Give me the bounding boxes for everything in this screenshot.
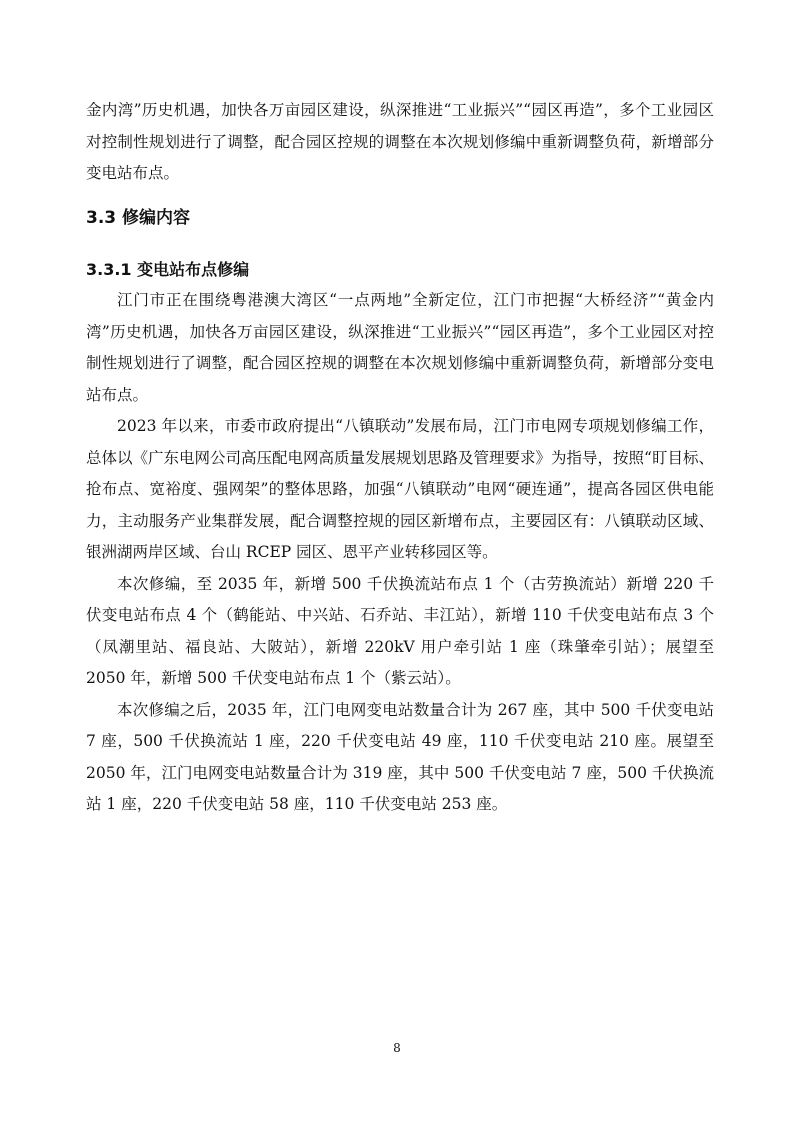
body-paragraph-2: 2023 年以来，市委市政府提出“八镇联动”发展布局，江门市电网专项规划修编工作，总体以《广东电网公司高压配电网高质量发展规划思路及管理要求》为指导，按照“盯目标、抢布点、宽裕度、强网架”的整体思路，加强“八镇联动”电网“硬连通”，提高各园区供电能力，主动服务产业集群发展，配合调整控规的园区新增布点，主要园区有：八镇联动区域、银洲湖两岸区域、台山 RCEP 园区、恩平产业转移园区等。 [86,417,714,561]
section-heading: 3.3 修编内容 [86,208,191,228]
page-number: 8 [393,1041,401,1055]
intro-paragraph: 金内湾”历史机遇，加快各万亩园区建设，纵深推进“工业振兴”“园区再造”，多个工业园区对控制性规划进行了调整，配合园区控规的调整在本次规划修编中重新调整负荷，新增部分变电站布点。 [86,101,714,182]
body-paragraph-4: 本次修编之后，2035 年，江门电网变电站数量合计为 267 座，其中 500 千伏变电站 7 座，500 千伏换流站 1 座，220 千伏变电站 49 座，110 千伏变电站 210 座。展望至 2050 年，江门电网变电站数量合计为 319 座，其中 500 千伏变电站 7 座，500 千伏换流站 1 座，220 千伏变电站 58 座，110 千伏变电站 253 座。 [86,700,714,813]
subsection-heading: 3.3.1 变电站布点修编 [86,260,250,279]
body-paragraph-1: 江门市正在围绕粤港澳大湾区“一点两地”全新定位，江门市把握“大桥经济”“黄金内湾”历史机遇，加快各万亩园区建设，纵深推进“工业振兴”“园区再造”，多个工业园区对控制性规划进行了调整，配合园区控规的调整在本次规划修编中重新调整负荷，新增部分变电站布点。 [86,291,714,404]
body-paragraph-3: 本次修编，至 2035 年，新增 500 千伏换流站布点 1 个（古劳换流站）新增 220 千伏变电站布点 4 个（鹤能站、中兴站、石乔站、丰江站），新增 110 千伏变电站布点 3 个（凤潮里站、福良站、大陂站），新增 220kV 用户牵引站 1 座（珠肇牵引站）；展望至 2050 年，新增 500 千伏变电站布点 1 个（紫云站）。 [86,574,714,687]
intro-text-block [86,95,714,190]
body-text-block [86,285,714,821]
